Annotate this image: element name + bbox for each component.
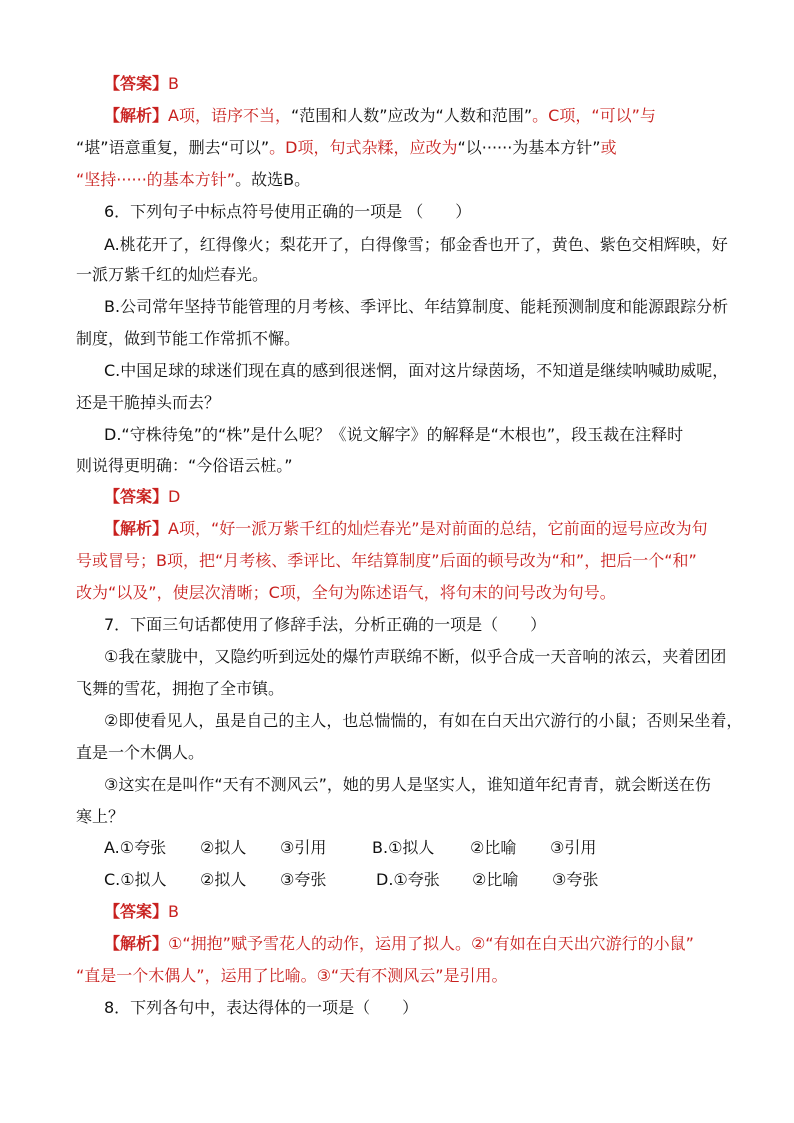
q7-option-d: D.①夸张: [376, 870, 440, 889]
q6-analysis-line-1: [104, 518, 708, 540]
q7-option-b: ②比喻: [470, 838, 517, 857]
analysis-text: “范围和人数”应改为“人数和范围”: [290, 106, 533, 125]
q5-analysis-line-2: [76, 137, 617, 159]
q6-option-c-line-1: C.中国足球的球迷们现在真的感到很迷惘，面对这片绿茵场，不知道是继续呐喊助威呢，: [104, 361, 729, 380]
q7-answer: [104, 901, 179, 923]
answer-tag: 【答案】: [104, 74, 169, 93]
q7-sentence-3-line-2: 寒上？: [76, 807, 125, 826]
q7-option-d: ②比喻: [472, 870, 519, 889]
answer-tag: 【答案】: [104, 487, 169, 506]
answer-value: B: [168, 74, 179, 93]
q7-sentence-1-line-2: 飞舞的雪花，拥抱了全市镇。: [76, 679, 285, 698]
q5-answer: [104, 73, 179, 95]
q6-option-d-line-2: 则说得更明确：“今俗语云桩。”: [76, 456, 293, 475]
analysis-text: A项，: [168, 519, 211, 538]
q7-option-c: ③夸张: [280, 870, 327, 889]
q8-stem: 8．下列各句中，表达得体的一项是（ ）: [104, 998, 419, 1017]
q6-analysis-line-3: 改为“以及”，使层次清晰；C项，全句为陈述语气，将句末的问号改为句号。: [76, 583, 616, 602]
q7-option-a: ③引用: [280, 838, 327, 857]
q7-stem: 7．下面三句话都使用了修辞手法，分析正确的一项是（ ）: [104, 615, 547, 634]
q7-option-b: ③引用: [550, 838, 597, 857]
analysis-text: “以······为基本方针”: [457, 138, 601, 157]
analysis-text: “坚持······的基本方针”: [76, 170, 236, 189]
analysis-text: 号或冒号；B项，把: [76, 551, 215, 570]
q6-option-c-line-2: 还是干脆掉头而去？: [76, 393, 221, 412]
q6-answer: [104, 486, 180, 508]
q5-analysis-line-1: [104, 105, 656, 127]
analysis-tag: 【解析】: [104, 106, 169, 125]
analysis-text: “和”: [664, 551, 697, 570]
analysis-tag: 【解析】: [104, 934, 169, 953]
q6-option-b-line-2: 制度，做到节能工作常抓不懈。: [76, 329, 301, 348]
analysis-text: 。故选B。: [235, 170, 311, 189]
q7-option-a: ②拟人: [200, 838, 247, 857]
analysis-text: ，把后一个: [584, 551, 665, 570]
answer-tag: 【答案】: [104, 902, 169, 921]
q6-option-a-line-1: A.桃花开了，红得像火；梨花开了，白得像雪；郁金香也开了，黄色、紫色交相辉映，好: [104, 235, 728, 254]
analysis-text: “和”: [551, 551, 585, 570]
analysis-text: 是对前面的总结，它前面的逗号应改为句: [419, 519, 708, 538]
q6-option-a-line-2: 一派万紫千红的灿烂春光。: [76, 265, 269, 284]
q7-option-d: ③夸张: [552, 870, 599, 889]
q7-sentence-1-line-1: ①我在蒙胧中，又隐约听到远处的爆竹声联绵不断，似乎合成一天音响的浓云，夹着团团: [104, 647, 727, 666]
analysis-text: 。D项，句式杂糅，应改为: [269, 138, 458, 157]
q6-analysis-line-2: [76, 550, 697, 572]
q7-sentence-3-line-1: ③这实在是叫作“天有不测风云”，她的男人是坚实人，谁知道年纪青青，就会断送在伤: [104, 775, 711, 794]
analysis-text: A项，语序不当，: [168, 106, 291, 125]
q7-analysis-line-1: [104, 933, 694, 955]
analysis-text: 。C项，“可以”与: [532, 106, 656, 125]
q7-analysis-line-2: “直是一个木偶人”，运用了比喻。③“天有不测风云”是引用。: [76, 966, 508, 985]
analysis-text: 后面的顿号改为: [439, 551, 552, 570]
q7-option-c: ②拟人: [200, 870, 247, 889]
answer-value: B: [168, 902, 179, 921]
q7-option-c: C.①拟人: [104, 870, 167, 889]
analysis-text: ①“拥抱”赋予雪花人的动作，运用了拟人。②“有如在白天出穴游行的小鼠”: [168, 934, 694, 953]
analysis-text: “好一派万紫千红的灿烂春光”: [210, 519, 420, 538]
analysis-tag: 【解析】: [104, 519, 169, 538]
analysis-text: “堪”语意重复，删去“可以”: [76, 138, 270, 157]
analysis-text: “月考核、季评比、年结算制度”: [214, 551, 440, 570]
q7-sentence-2-line-1: ②即使看见人，虽是自己的主人，也总惴惴的，有如在白天出穴游行的小鼠；否则呆坐着，: [104, 711, 743, 730]
q7-option-b: B.①拟人: [372, 838, 435, 857]
q6-stem: 6．下列句子中标点符号使用正确的一项是 （ ）: [104, 202, 472, 221]
answer-value: D: [168, 487, 181, 506]
analysis-text: 或: [600, 138, 617, 157]
q7-option-a: A.①夸张: [104, 838, 167, 857]
q6-option-d-line-1: D.“守株待兔”的“株”是什么呢？《说文解字》的解释是“木根也”，段玉裁在注释时: [104, 425, 684, 444]
q7-sentence-2-line-2: 直是一个木偶人。: [76, 743, 205, 762]
q5-analysis-line-3: [76, 169, 310, 191]
q6-option-b-line-1: B.公司常年坚持节能管理的月考核、季评比、年结算制度、能耗预测制度和能源跟踪分析: [104, 297, 729, 316]
